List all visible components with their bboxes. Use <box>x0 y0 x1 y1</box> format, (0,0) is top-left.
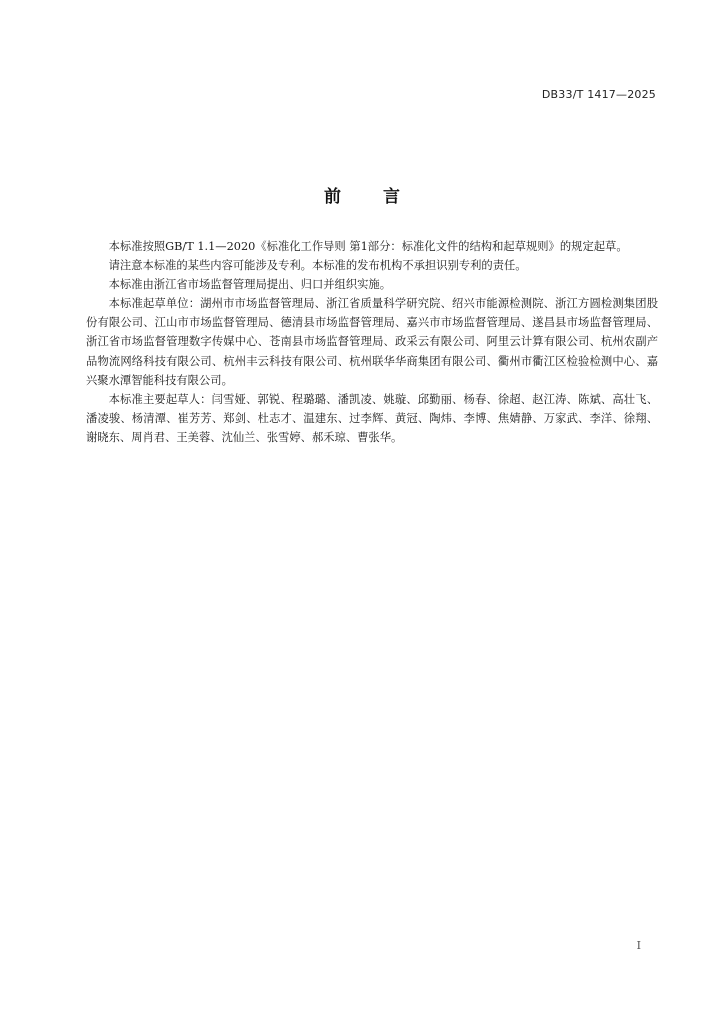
page-title <box>0 182 724 207</box>
paragraph-drafters: 本标准主要起草人：闫雪娅、郭锐、程璐璐、潘凯凌、姚璇、邱勤丽、杨春、徐超、赵江涛、陈斌、高壮飞、潘凌骏、杨清潭、崔芳芳、郑剑、杜志才、温建东、过李辉、黄冠、陶炜、李博、焦婧静、万家武、李洋、徐翔、谢晓东、周肖君、王美蓉、沈仙兰、张雪婷、郝禾琼、曹张华。 <box>86 392 658 444</box>
title-char-1: 前 <box>324 187 341 207</box>
paragraph-patent-notice: 请注意本标准的某些内容可能涉及专利。本标准的发布机构不承担识别专利的责任。 <box>108 259 527 273</box>
paragraph-proposer: 本标准由浙江省市场监督管理局提出、归口并组织实施。 <box>108 278 392 292</box>
title-char-2: 言 <box>383 187 400 207</box>
foreword-body <box>86 237 658 447</box>
paragraph-drafting-units: 本标准起草单位：湖州市市场监督管理局、浙江省质量科学研究院、绍兴市能源检测院、浙江方圆检测集团股份有限公司、江山市市场监督管理局、德清县市场监督管理局、嘉兴市市场监督管理局、遂昌县市场监督管理局、浙江省市场监督管理数字传媒中心、苍南县市场监督管理局、政采云有限公司、阿里云计算有限公司、杭州农副产品物流网络科技有限公司、杭州丰云科技有限公司、杭州联华华商集团有限公司、衢州市衢江区检验检测中心、嘉兴聚水潭智能科技有限公司。 <box>86 297 658 387</box>
paragraph-drafting-rules: 本标准按照GB/T 1.1—2020《标准化工作导则 第1部分：标准化文件的结构和起草规则》的规定起草。 <box>108 240 628 253</box>
page-number: I <box>636 939 641 952</box>
standard-code: DB33/T 1417—2025 <box>541 88 656 101</box>
